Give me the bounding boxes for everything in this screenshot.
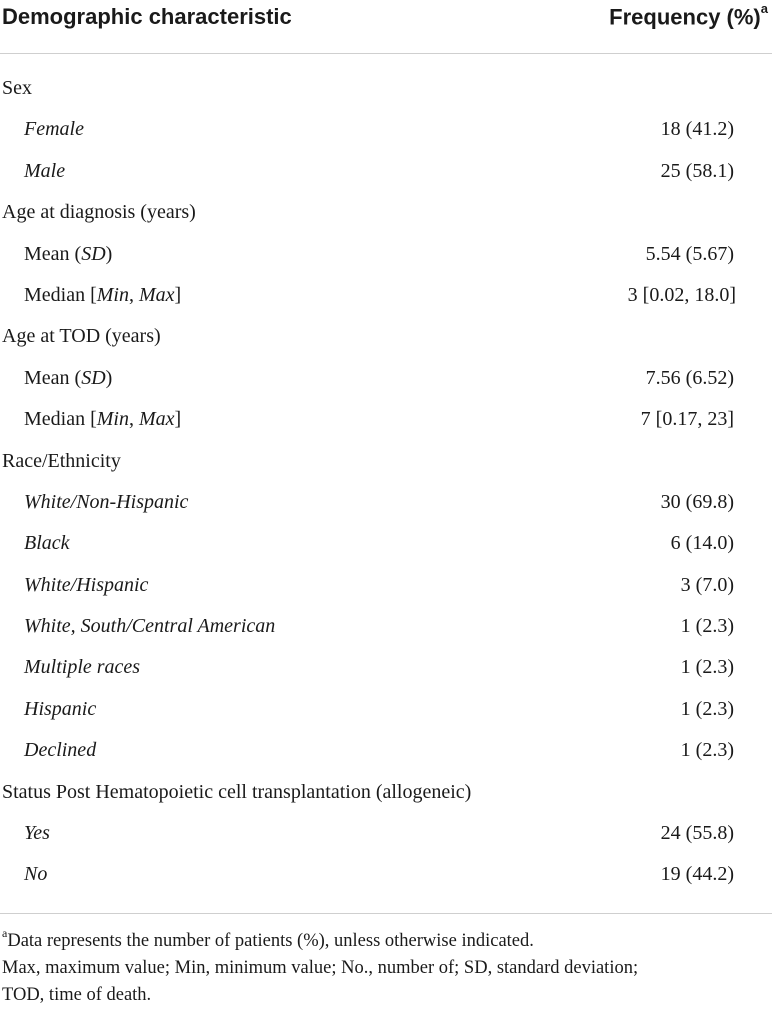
table-row <box>0 854 772 895</box>
table-row <box>0 730 772 771</box>
row-value: 7.56 (6.52) <box>645 366 734 389</box>
row-value: 24 (55.8) <box>660 822 734 845</box>
table-row <box>0 399 772 440</box>
row-label: Age at TOD (years) <box>2 325 161 348</box>
section-row-race-ethnicity <box>0 441 772 482</box>
row-label: Race/Ethnicity <box>2 449 121 472</box>
row-label: White/Hispanic <box>24 573 149 596</box>
row-label: Black <box>24 532 70 555</box>
table-row <box>0 151 772 192</box>
row-label: Hispanic <box>24 697 97 720</box>
footnote-line-3: TOD, time of death. <box>2 985 152 1006</box>
table-row <box>0 275 772 316</box>
row-value: 18 (41.2) <box>660 118 734 141</box>
row-label: Male <box>24 159 66 182</box>
row-label: Mean (SD) <box>24 242 113 265</box>
row-value: 6 (14.0) <box>670 532 734 555</box>
section-row-age-at-tod <box>0 316 772 357</box>
row-label: Mean (SD) <box>24 366 113 389</box>
row-label: Sex <box>2 77 32 99</box>
row-value: 1 (2.3) <box>680 697 734 720</box>
column-header-frequency: Frequency (%)$^a$ <box>609 1 768 30</box>
row-label: Yes <box>24 822 50 845</box>
footnote-marker: a <box>760 1 768 16</box>
section-row-sex <box>0 68 772 109</box>
row-label: Status Post Hematopoietic cell transplantation (allogeneic) <box>2 780 472 803</box>
table-row <box>0 689 772 730</box>
row-value: 19 (44.2) <box>660 863 734 886</box>
row-value: 7 [0.17, 23] <box>640 408 734 431</box>
table-row <box>0 813 772 854</box>
row-label: Age at diagnosis (years) <box>2 201 196 224</box>
row-label: Median [Min, Max] <box>24 408 182 431</box>
row-value: 3 [0.02, 18.0] <box>627 283 736 306</box>
table-row <box>0 523 772 564</box>
section-row-hct-status <box>0 772 772 813</box>
table-row <box>0 358 772 399</box>
row-value: 1 (2.3) <box>680 656 734 679</box>
footnote-line-1: $^a$Data represents the number of patients (%), unless otherwise indicated. <box>2 926 534 952</box>
header-rule <box>0 53 772 54</box>
row-label: Declined <box>24 739 97 762</box>
table-row <box>0 565 772 606</box>
row-label: Female <box>24 118 84 141</box>
table-row <box>0 482 772 523</box>
row-value: 1 (2.3) <box>680 739 734 762</box>
table-row <box>0 109 772 150</box>
row-label: Multiple races <box>24 656 141 679</box>
footer-rule <box>0 913 772 914</box>
row-label: White/Non-Hispanic <box>24 490 189 513</box>
table-row <box>0 647 772 688</box>
row-value: 3 (7.0) <box>680 573 734 596</box>
row-label: No <box>24 863 48 886</box>
row-value: 30 (69.8) <box>660 490 734 513</box>
section-row-age-at-diagnosis <box>0 192 772 233</box>
row-value: 25 (58.1) <box>660 159 734 182</box>
table-header <box>0 0 772 54</box>
table-row <box>0 606 772 647</box>
table-body <box>0 68 772 896</box>
row-label: Median [Min, Max] <box>24 283 182 306</box>
row-value: 1 (2.3) <box>680 615 734 638</box>
column-header-characteristic: Demographic characteristic <box>2 4 292 29</box>
row-label: White, South/Central American <box>24 615 276 638</box>
row-value: 5.54 (5.67) <box>645 242 734 265</box>
table-row <box>0 234 772 275</box>
table-footnote <box>2 922 770 1009</box>
footnote-line-2: Max, maximum value; Min, minimum value; No., number of; SD, standard deviation; <box>2 958 639 979</box>
